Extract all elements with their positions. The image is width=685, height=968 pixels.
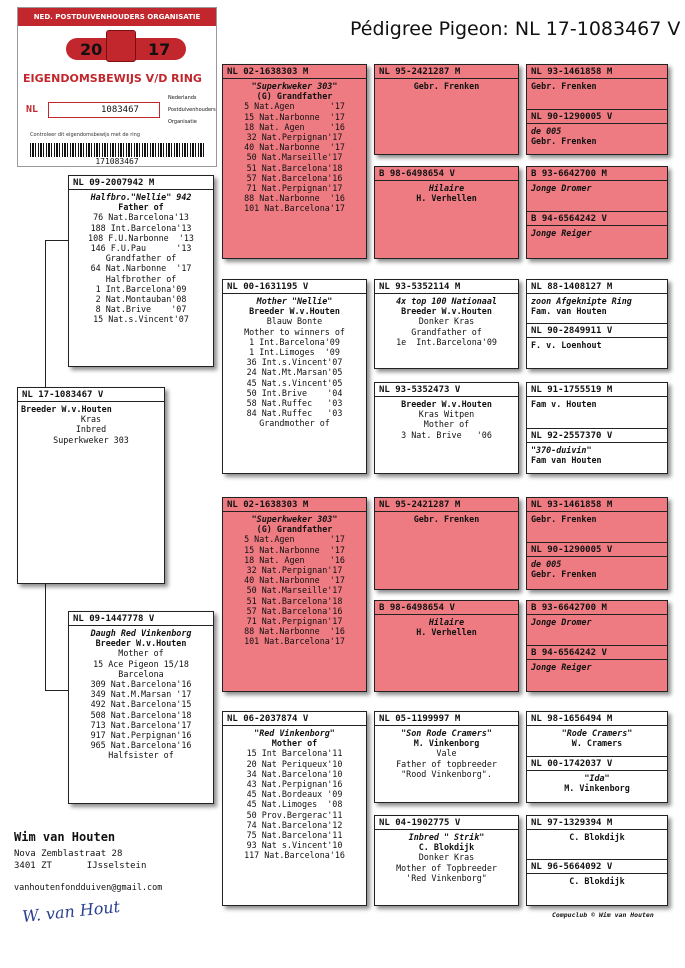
great-grandparent-box bbox=[374, 711, 519, 803]
info-line: Jonge Reiger bbox=[531, 662, 592, 672]
breeder-line: M. Vinkenborg bbox=[413, 738, 480, 749]
ancestor-pair-box bbox=[526, 815, 668, 906]
country-code: NL bbox=[26, 104, 39, 115]
info-line: 2 Nat.Montauban'08 bbox=[95, 294, 187, 305]
page-title: Pédigree Pigeon: NL 17-1083467 V bbox=[350, 18, 681, 40]
grandmother-ring: NL 06-2037874 V bbox=[223, 712, 366, 726]
ring-number: B 98-6498654 V bbox=[375, 601, 518, 615]
connector-line bbox=[45, 240, 68, 241]
info-line: 15 Nat.Narbonne '17 bbox=[244, 111, 345, 122]
breeder-line: F. v. Loenhout bbox=[531, 340, 602, 350]
ring-number: B 94-6564242 V bbox=[527, 212, 667, 226]
breeder-line: Gebr. Frenken bbox=[413, 81, 480, 91]
info-line: 45 Nat.s.Vincent'05 bbox=[246, 377, 343, 388]
grandmother-ring: NL 00-1631195 V bbox=[223, 280, 366, 294]
info-line: "Superkweker 303" bbox=[251, 514, 338, 524]
mother-info bbox=[69, 626, 213, 763]
info-line: Father of bbox=[118, 202, 164, 213]
ring-number: 1083467 bbox=[101, 105, 139, 115]
breeder-line: Fam. van Houten bbox=[531, 306, 607, 317]
grandfather-info bbox=[223, 512, 366, 649]
info-line: 117 Nat.Barcelona'16 bbox=[244, 850, 345, 861]
info-line: 101 Nat.Barcelona'17 bbox=[244, 636, 345, 647]
info-line: Mother of bbox=[271, 738, 318, 749]
grandfather-bottom-box bbox=[222, 497, 367, 692]
info-line: 57 Nat.Barcelona'16 bbox=[246, 605, 343, 616]
father-ring: NL 09-2007942 M bbox=[69, 176, 213, 190]
ancestor-pair-box bbox=[526, 382, 668, 474]
info-line: Grandmother of bbox=[259, 418, 330, 429]
ring-number-box bbox=[48, 102, 160, 118]
father-box bbox=[68, 175, 214, 367]
info-line: 74 Nat.Barcelona'12 bbox=[246, 819, 343, 830]
info-line: 188 Int.Barcelona'13 bbox=[90, 222, 192, 233]
info-line: 51 Nat.Barcelona'18 bbox=[246, 595, 343, 606]
info-line: 75 Nat.Barcelona'11 bbox=[246, 830, 343, 841]
breeder-line: Fam van Houten bbox=[531, 455, 602, 466]
info-line: Mother "Nellie" bbox=[256, 296, 333, 306]
info-line: 146 F.U.Pau '13 bbox=[90, 243, 192, 254]
father-info bbox=[69, 190, 213, 327]
ring-number: B 93-6642700 M bbox=[527, 167, 667, 181]
info-line: 45 Nat.Bordeaux '09 bbox=[246, 789, 343, 800]
breeder-line: C. Blokdijk bbox=[418, 842, 475, 853]
connector-line bbox=[45, 690, 68, 691]
breeder-line: Gebr. Frenken bbox=[531, 514, 597, 524]
option-item: Postduivenhouders bbox=[168, 107, 216, 113]
ancestor-pair-box bbox=[526, 166, 668, 259]
info-line: Jonge Dromer bbox=[531, 183, 592, 193]
great-grandparent-box bbox=[374, 600, 519, 692]
barcode-number: 171083467 bbox=[95, 157, 139, 166]
info-line: 1e Int.Barcelona'09 bbox=[396, 336, 497, 347]
info-line: 4x top 100 Nationaal bbox=[396, 296, 497, 306]
breeder-line: H. Verhellen bbox=[416, 193, 477, 204]
ring-number: NL 98-1656494 M bbox=[527, 712, 667, 726]
info-line: Halfsister of bbox=[108, 750, 174, 761]
owner-email[interactable]: vanhoutenfondduiven@gmail.com bbox=[14, 883, 163, 893]
info-line: 349 Nat.M.Marsan '17 bbox=[90, 689, 192, 700]
grandmother-info bbox=[223, 294, 366, 431]
signature: W. van Hout bbox=[21, 896, 121, 927]
info-line: Hilaire bbox=[428, 617, 465, 627]
info-line: Mother of bbox=[118, 648, 164, 659]
info-line: 108 F.U.Narbonne '13 bbox=[88, 232, 194, 243]
great-grandparent-box bbox=[374, 815, 519, 906]
info-line: 'Red Vinkenborg" bbox=[406, 872, 487, 883]
breeder-line: Gebr. Frenken bbox=[413, 514, 480, 524]
info-line: Daugh Red Vinkenborg bbox=[90, 628, 192, 638]
info-line: Breeder W.v.Houten bbox=[95, 638, 187, 649]
info-line: 45 Nat.Limoges '08 bbox=[246, 799, 343, 810]
breeder-line: M. Vinkenborg bbox=[564, 783, 630, 794]
info-line: (G) Grandfather bbox=[256, 524, 333, 535]
breeder-line: Fam v. Houten bbox=[531, 399, 597, 409]
info-line: 5 Nat.Agen '17 bbox=[244, 101, 345, 112]
owner-name: Wim van Houten bbox=[14, 830, 116, 844]
breeder-line: Gebr. Frenken bbox=[531, 136, 597, 147]
info-line: 20 Nat Periqueux'10 bbox=[246, 758, 343, 769]
info-line: "Son Rode Cramers" bbox=[401, 728, 492, 738]
owner-city-line bbox=[14, 860, 162, 872]
ownership-certificate bbox=[17, 7, 217, 167]
barcode bbox=[30, 143, 206, 157]
ring-number: NL 90-2849911 V bbox=[527, 324, 667, 338]
ring-number: NL 90-1290005 V bbox=[527, 110, 667, 124]
ring-number: NL 97-1329394 M bbox=[527, 816, 667, 830]
info-line: Halfbrother of bbox=[105, 273, 177, 284]
info-line: 40 Nat.Narbonne '17 bbox=[244, 142, 345, 153]
info-line: 8 Nat.Brive '07 bbox=[95, 304, 187, 315]
info-line: Jonge Reiger bbox=[531, 228, 592, 238]
ancestor-pair-box bbox=[526, 279, 668, 369]
info-line: 309 Nat.Barcelona'16 bbox=[90, 679, 192, 690]
ancestor-pair-box bbox=[526, 64, 668, 155]
ancestor-pair-box bbox=[526, 497, 668, 590]
option-item: Organisatie bbox=[168, 119, 197, 125]
info-line: 15 Nat.s.Vincent'07 bbox=[93, 314, 189, 325]
grandfather-top-box bbox=[222, 64, 367, 259]
option-item: Nederlands bbox=[168, 95, 197, 101]
org-name: NED. POSTDUIVENHOUDERS ORGANISATIE bbox=[18, 8, 216, 26]
info-line: 50 Nat.Marseille'17 bbox=[246, 152, 343, 163]
info-line: "Rode Cramers" bbox=[561, 728, 633, 738]
info-line: Vale bbox=[436, 748, 457, 759]
breeder-line: Gebr. Frenken bbox=[531, 569, 597, 580]
grandfather-info bbox=[223, 79, 366, 216]
breeder-line: W. Cramers bbox=[571, 738, 623, 749]
info-line: Inbred " Strik" bbox=[408, 832, 485, 842]
connector-line bbox=[45, 580, 46, 690]
info-line: Superkweker 303 bbox=[53, 434, 129, 445]
grandmother-top-box bbox=[222, 279, 367, 474]
info-line: 18 Nat. Agen '16 bbox=[244, 121, 345, 132]
ring-number: NL 96-5664092 V bbox=[527, 860, 667, 874]
info-line: 1 Int.Barcelona'09 bbox=[249, 336, 340, 347]
year-left: 20 bbox=[80, 40, 103, 59]
info-line: 15 Nat.Narbonne '17 bbox=[244, 544, 345, 555]
info-line: 84 Nat.Ruffec '03 bbox=[246, 408, 343, 419]
info-line: 71 Nat.Perpignan'17 bbox=[246, 616, 343, 627]
ring-number: NL 92-2557370 V bbox=[527, 429, 667, 443]
info-line: 88 Nat.Narbonne '16 bbox=[244, 626, 345, 637]
grandfather-ring: NL 02-1638303 M bbox=[223, 498, 366, 512]
ring-number: NL 93-1461858 M bbox=[527, 498, 667, 512]
info-line: "Rood Vinkenborg". bbox=[401, 768, 492, 779]
info-line: 76 Nat.Barcelona'13 bbox=[93, 212, 189, 223]
info-line: (G) Grandfather bbox=[256, 91, 333, 102]
breeder-line: Gebr. Frenken bbox=[531, 81, 597, 91]
info-line: 50 Int.Brive '04 bbox=[246, 387, 343, 398]
info-line: Kras bbox=[80, 414, 102, 425]
info-line: Mother to winners of bbox=[244, 326, 345, 337]
info-line: "Red Vinkenborg" bbox=[254, 728, 335, 738]
ancestor-pair-box bbox=[526, 600, 668, 692]
grandfather-ring: NL 02-1638303 M bbox=[223, 65, 366, 79]
ring-number: NL 00-1742037 V bbox=[527, 757, 667, 771]
info-line: 88 Nat.Narbonne '16 bbox=[244, 193, 345, 204]
info-line: 24 Nat.Mt.Marsan'05 bbox=[246, 367, 343, 378]
pigeon-box bbox=[17, 387, 165, 584]
info-line: 917 Nat.Perpignan'16 bbox=[90, 730, 192, 741]
info-line: Grandfather of bbox=[411, 326, 482, 337]
ring-number: NL 93-5352473 V bbox=[375, 383, 518, 397]
info-line: zoon Afgeknipte Ring bbox=[531, 296, 632, 306]
great-grandparent-box bbox=[374, 382, 519, 474]
info-line: 50 Nat.Marseille'17 bbox=[246, 585, 343, 596]
ring-number: B 98-6498654 V bbox=[375, 167, 518, 181]
info-line: Barcelona bbox=[118, 668, 164, 679]
info-line: Mother of Topbreeder bbox=[396, 862, 497, 873]
info-line: 50 Prov.Bergerac'11 bbox=[246, 809, 343, 820]
great-grandparent-box bbox=[374, 64, 519, 155]
info-line: 965 Nat.Barcelona'16 bbox=[90, 740, 192, 751]
great-grandparent-box bbox=[374, 166, 519, 259]
owner-street: Nova Zemblastraat 28 bbox=[14, 849, 123, 859]
copyright: Compuclub © Wim van Houten bbox=[552, 911, 654, 919]
breeder-line: H. Verhellen bbox=[416, 627, 477, 638]
grandmother-info bbox=[223, 726, 366, 863]
info-line: 1 Int.Barcelona'09 bbox=[95, 283, 187, 294]
info-line: 18 Nat. Agen '16 bbox=[244, 554, 345, 565]
info-line: de 005 bbox=[531, 126, 562, 136]
info-line: 1 Int.Limoges '09 bbox=[249, 347, 340, 358]
ring-number: B 93-6642700 M bbox=[527, 601, 667, 615]
info-line: 15 Ace Pigeon 15/18 bbox=[93, 658, 189, 669]
breeder-line: C. Blokdijk bbox=[569, 832, 625, 842]
ring-number: NL 93-1461858 M bbox=[527, 65, 667, 79]
info-line: Father of topbreeder bbox=[396, 758, 497, 769]
ring-number: B 94-6564242 V bbox=[527, 646, 667, 660]
info-line: 32 Nat.Perpignan'17 bbox=[246, 132, 343, 143]
info-line: 3 Nat. Brive '06 bbox=[401, 429, 492, 440]
info-line: 34 Nat.Barcelona'10 bbox=[246, 768, 343, 779]
info-line: Mother of bbox=[423, 419, 470, 430]
ring-number: NL 95-2421287 M bbox=[375, 65, 518, 79]
info-line: 508 Nat.Barcelona'18 bbox=[90, 709, 192, 720]
connector-line bbox=[45, 240, 46, 387]
pigeon-info bbox=[18, 402, 164, 447]
info-line: Blauw Bonte bbox=[266, 316, 323, 327]
info-line: 57 Nat.Barcelona'16 bbox=[246, 172, 343, 183]
great-grandparent-box bbox=[374, 497, 519, 590]
grandmother-bottom-box bbox=[222, 711, 367, 906]
info-line: 58 Nat.Ruffec '03 bbox=[246, 398, 343, 409]
info-line: "370-duivin" bbox=[531, 445, 592, 455]
owner-zip: 3401 ZT bbox=[14, 861, 52, 871]
info-line: Halfbro."Nellie" 942 bbox=[90, 192, 192, 202]
mother-box bbox=[68, 611, 214, 804]
info-line: 71 Nat.Perpignan'17 bbox=[246, 183, 343, 194]
ring-number: NL 95-2421287 M bbox=[375, 498, 518, 512]
info-line: Donker Kras bbox=[418, 852, 475, 863]
info-line: Hilaire bbox=[428, 183, 465, 193]
info-line: "Ida" bbox=[584, 773, 610, 783]
info-line: Kras Witpen bbox=[418, 409, 475, 420]
info-line: "Superkweker 303" bbox=[251, 81, 338, 91]
ring-number: NL 91-1755519 M bbox=[527, 383, 667, 397]
option-list bbox=[168, 92, 216, 128]
mother-ring: NL 09-1447778 V bbox=[69, 612, 213, 626]
info-line: 713 Nat.Barcelona'17 bbox=[90, 719, 192, 730]
breeder-line: Breeder W.v.Houten bbox=[401, 399, 492, 409]
ring-number: NL 93-5352114 M bbox=[375, 280, 518, 294]
ring-number: NL 05-1199997 M bbox=[375, 712, 518, 726]
info-line: 51 Nat.Barcelona'18 bbox=[246, 162, 343, 173]
ring-number: NL 90-1290005 V bbox=[527, 543, 667, 557]
info-line: 36 Int.s.Vincent'07 bbox=[246, 357, 343, 368]
pigeon-ring: NL 17-1083467 V bbox=[18, 388, 164, 402]
info-line: Grandfather of bbox=[105, 253, 177, 264]
lion-crest-icon bbox=[106, 30, 136, 62]
breeder-line: C. Blokdijk bbox=[569, 876, 625, 886]
great-grandparent-box bbox=[374, 279, 519, 369]
fine-print: Controleer dit eigendomsbewijs met de ring bbox=[30, 132, 141, 138]
ring-number: NL 88-1408127 M bbox=[527, 280, 667, 294]
info-line: de 005 bbox=[531, 559, 562, 569]
info-line: 32 Nat.Perpignan'17 bbox=[246, 565, 343, 576]
info-line: 40 Nat.Narbonne '17 bbox=[244, 575, 345, 586]
owner-block bbox=[14, 830, 162, 894]
breeder-line: Breeder W.v.Houten bbox=[21, 404, 112, 414]
ancestor-pair-box bbox=[526, 711, 668, 803]
info-line: 101 Nat.Barcelona'17 bbox=[244, 203, 345, 214]
info-line: 64 Nat.Narbonne '17 bbox=[90, 263, 192, 274]
info-line: 43 Nat.Perpignan'16 bbox=[246, 779, 343, 790]
info-line: Breeder W.v.Houten bbox=[249, 306, 340, 317]
info-line: Donker Kras bbox=[418, 316, 475, 327]
info-line: Inbred bbox=[75, 424, 107, 435]
year-right: 17 bbox=[148, 40, 171, 59]
ring-number: NL 04-1902775 V bbox=[375, 816, 518, 830]
info-line: 5 Nat.Agen '17 bbox=[244, 534, 345, 545]
certificate-title: EIGENDOMSBEWIJS V/D RING bbox=[23, 72, 202, 85]
info-line: 15 Int Barcelona'11 bbox=[246, 748, 343, 759]
info-line: 93 Nat s.Vincent'10 bbox=[246, 840, 343, 851]
breeder-line: Breeder W.v.Houten bbox=[401, 306, 492, 317]
owner-city: IJsselstein bbox=[86, 861, 147, 871]
info-line: 492 Nat.Barcelona'15 bbox=[90, 699, 192, 710]
info-line: Jonge Dromer bbox=[531, 617, 592, 627]
